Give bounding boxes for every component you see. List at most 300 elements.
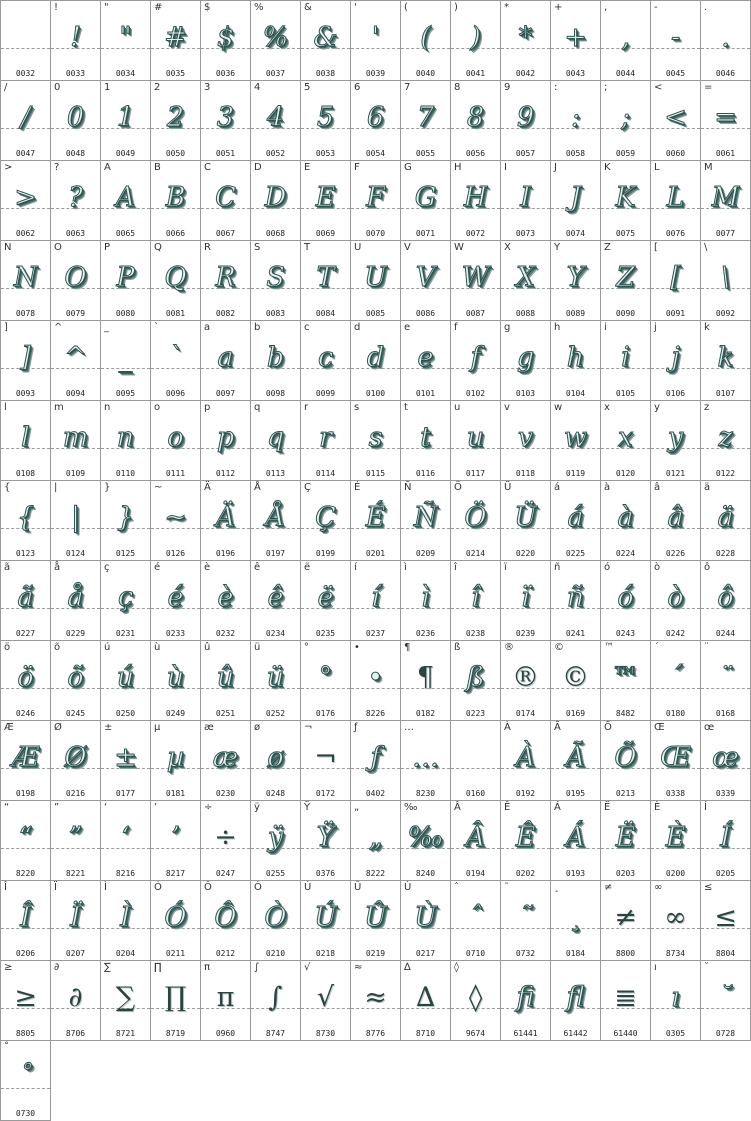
glyph-cell (451, 241, 501, 321)
glyph-cell (601, 881, 651, 961)
key-label: ≈ (354, 962, 363, 973)
glyph-sample: ≥ (14, 982, 37, 1013)
glyph-cell (151, 881, 201, 961)
glyph-cell (251, 401, 301, 481)
char-code: 0125 (115, 549, 136, 558)
glyph-cell (201, 641, 251, 721)
char-code: 0085 (365, 309, 386, 318)
char-code: 8734 (665, 949, 686, 958)
key-label: u (454, 402, 461, 413)
glyph-cell (101, 81, 151, 161)
glyph-cell (101, 641, 151, 721)
glyph-sample: 7 (416, 102, 435, 133)
key-label: „ (354, 802, 360, 813)
glyph-sample: ' (371, 22, 380, 53)
glyph-cell (151, 801, 201, 881)
glyph-cell (451, 721, 501, 801)
key-label: | (54, 482, 58, 493)
glyph-cell (151, 401, 201, 481)
key-label: # (154, 2, 163, 13)
key-label: ≥ (4, 962, 13, 973)
key-label: 2 (154, 82, 161, 93)
glyph-cell (551, 641, 601, 721)
char-code: 0176 (315, 709, 336, 718)
glyph-cell (701, 321, 751, 401)
glyph-sample: ˘ (718, 982, 733, 1013)
glyph-sample: 0 (66, 102, 85, 133)
glyph-cell (151, 961, 201, 1041)
glyph-sample: ù (166, 662, 185, 693)
glyph-cell (451, 401, 501, 481)
key-label: T (304, 242, 311, 253)
char-code: 0204 (115, 949, 136, 958)
char-code: 0194 (465, 869, 486, 878)
glyph-cell (351, 1, 401, 81)
char-code: 0072 (465, 229, 486, 238)
glyph-sample: ‰ (407, 822, 444, 853)
glyph-sample: > (14, 182, 37, 213)
glyph-cell (1, 1, 51, 81)
glyph-cell (251, 561, 301, 641)
char-code: 8226 (365, 709, 386, 718)
char-code: 0103 (515, 389, 536, 398)
char-code: 0042 (515, 69, 536, 78)
glyph-sample (1, 15, 50, 61)
key-label: . (704, 2, 708, 13)
glyph-sample: Ÿ (316, 822, 335, 853)
glyph-sample: , (621, 22, 630, 53)
glyph-cell (501, 81, 551, 161)
glyph-cell (701, 481, 751, 561)
glyph-cell (351, 641, 401, 721)
key-label: 8 (454, 82, 461, 93)
glyph-cell (601, 721, 651, 801)
glyph-cell (651, 561, 701, 641)
glyph-sample: Q (164, 262, 187, 293)
key-label: ü (254, 642, 261, 653)
glyph-cell (51, 561, 101, 641)
char-code: 0067 (215, 229, 236, 238)
glyph-cell (551, 961, 601, 1041)
char-code: 0036 (215, 69, 236, 78)
glyph-sample: h (566, 342, 585, 373)
glyph-cell (201, 1, 251, 81)
key-label: t (404, 402, 408, 413)
char-code: 0199 (315, 549, 336, 558)
glyph-sample: Ë (615, 822, 636, 853)
glyph-cell (51, 961, 101, 1041)
glyph-sample: π (216, 982, 235, 1013)
glyph-sample: Ô (214, 902, 237, 933)
key-label: ’ (154, 802, 158, 813)
glyph-cell (451, 481, 501, 561)
char-code: 0249 (165, 709, 186, 718)
glyph-cell (1, 401, 51, 481)
key-label: Å (254, 482, 261, 493)
key-label: ì (404, 562, 407, 573)
char-code: 0057 (515, 149, 536, 158)
char-code: 0250 (115, 709, 136, 718)
glyph-cell (651, 241, 701, 321)
glyph-cell (701, 721, 751, 801)
char-code: 0043 (565, 69, 586, 78)
glyph-sample: ã (17, 582, 34, 613)
glyph-sample: Á (565, 822, 586, 853)
char-code: 0232 (215, 629, 236, 638)
glyph-sample: p (216, 422, 235, 453)
key-label: ò (654, 562, 661, 573)
key-label: “ (4, 802, 10, 813)
char-code: 0077 (715, 229, 736, 238)
glyph-sample: Â (465, 822, 486, 853)
glyph-sample: ) (470, 22, 481, 53)
glyph-sample: â (667, 502, 684, 533)
key-label: ] (4, 322, 8, 333)
glyph-sample: ß (466, 662, 485, 693)
glyph-sample: É (365, 502, 386, 533)
key-label: h (554, 322, 561, 333)
key-label: { (4, 482, 11, 493)
key-label: Ç (304, 482, 311, 493)
key-label: ® (504, 642, 514, 653)
char-code: 0227 (15, 629, 36, 638)
key-label: è (204, 562, 211, 573)
glyph-sample: ë (317, 582, 334, 613)
char-code: 8730 (315, 1029, 336, 1038)
char-code: 0339 (715, 789, 736, 798)
char-code: 0070 (365, 229, 386, 238)
glyph-cell (351, 961, 401, 1041)
key-label: d (354, 322, 361, 333)
key-label: ~ (154, 482, 163, 493)
glyph-cell (401, 241, 451, 321)
char-code: 0084 (315, 309, 336, 318)
glyph-sample: á (567, 502, 584, 533)
key-label: √ (304, 962, 311, 973)
char-code: 0062 (15, 229, 36, 238)
glyph-sample: ≈ (364, 982, 387, 1013)
glyph-sample: ^ (64, 342, 87, 373)
glyph-sample: ä (717, 502, 734, 533)
glyph-sample: ƒ (370, 742, 381, 773)
char-code: 0089 (565, 309, 586, 318)
glyph-sample: å (67, 582, 84, 613)
char-code: 0075 (615, 229, 636, 238)
glyph-cell (451, 561, 501, 641)
glyph-sample: S (266, 262, 285, 293)
char-code: 0209 (415, 549, 436, 558)
char-code: 0078 (15, 309, 36, 318)
char-code: 0116 (415, 469, 436, 478)
key-label: B (154, 162, 161, 173)
glyph-sample: k (717, 342, 734, 373)
glyph-cell (451, 1, 501, 81)
char-code: 0205 (715, 869, 736, 878)
glyph-cell (301, 81, 351, 161)
glyph-sample: À (515, 742, 536, 773)
glyph-cell (301, 641, 351, 721)
glyph-sample: Ø (64, 742, 87, 773)
char-code: 8220 (15, 869, 36, 878)
key-label: z (704, 402, 710, 413)
key-label: ∂ (54, 962, 60, 973)
char-code: 0181 (165, 789, 186, 798)
glyph-cell (51, 401, 101, 481)
char-code: 0252 (265, 709, 286, 718)
char-code: 0196 (215, 549, 236, 558)
char-code: 8482 (615, 709, 636, 718)
glyph-sample: û (216, 662, 235, 693)
key-label: / (4, 82, 8, 93)
char-code: 0123 (15, 549, 36, 558)
glyph-cell (351, 401, 401, 481)
glyph-sample: Ù (414, 902, 437, 933)
key-label: X (504, 242, 511, 253)
glyph-sample: G (414, 182, 437, 213)
glyph-cell (551, 81, 601, 161)
glyph-cell (651, 881, 701, 961)
char-code: 0091 (665, 309, 686, 318)
glyph-sample: ’ (171, 822, 180, 853)
char-code: 0216 (65, 789, 86, 798)
glyph-sample: Ç (315, 502, 336, 533)
glyph-cell (601, 401, 651, 481)
key-label: ` (154, 322, 159, 333)
glyph-sample: N (13, 262, 38, 293)
char-code: 0098 (265, 389, 286, 398)
glyph-sample: ∞ (664, 902, 687, 933)
glyph-cell (451, 161, 501, 241)
key-label: 0 (54, 82, 61, 93)
char-code: 0730 (15, 1109, 36, 1118)
key-label: õ (54, 642, 61, 653)
glyph-cell (551, 561, 601, 641)
char-code: 0255 (265, 869, 286, 878)
char-code: 0180 (665, 709, 686, 718)
key-label: ) (454, 2, 458, 13)
key-label: R (204, 242, 211, 253)
char-code: 0093 (15, 389, 36, 398)
key-label: Õ (604, 722, 612, 733)
glyph-cell (701, 961, 751, 1041)
glyph-sample: ≣ (614, 982, 637, 1013)
key-label: ∞ (654, 882, 663, 893)
key-label: W (454, 242, 464, 253)
glyph-cell (101, 241, 151, 321)
glyph-sample: 3 (216, 102, 235, 133)
key-label: D (254, 162, 262, 173)
glyph-sample: … (412, 742, 439, 773)
glyph-cell (551, 401, 601, 481)
glyph-sample: ü (266, 662, 285, 693)
char-code: 0728 (715, 1029, 736, 1038)
char-code: 0184 (565, 949, 586, 958)
glyph-sample: ” (68, 822, 83, 853)
glyph-sample: ´ (668, 662, 683, 693)
glyph-sample: { (16, 502, 35, 533)
char-code: 0195 (565, 789, 586, 798)
glyph-cell (201, 81, 251, 161)
glyph-cell (651, 401, 701, 481)
glyph-sample: Ã (565, 742, 586, 773)
key-label: l (4, 402, 7, 413)
key-label: O (54, 242, 62, 253)
char-code: 61440 (613, 1029, 638, 1038)
glyph-sample: ì (421, 582, 430, 613)
key-label: Z (604, 242, 611, 253)
key-label: m (54, 402, 64, 413)
glyph-sample: J (570, 182, 581, 213)
key-label: í (354, 562, 357, 573)
char-code: 0040 (415, 69, 436, 78)
char-code: 0230 (215, 789, 236, 798)
glyph-sample: r (319, 422, 332, 453)
char-code: 0960 (215, 1029, 236, 1038)
glyph-cell (551, 241, 601, 321)
glyph-cell (551, 321, 601, 401)
glyph-sample: u (466, 422, 485, 453)
glyph-cell (201, 481, 251, 561)
char-code: 0169 (565, 709, 586, 718)
char-code: 0060 (665, 149, 686, 158)
glyph-sample: ç (117, 582, 134, 613)
char-code: 0065 (115, 229, 136, 238)
key-label: I (504, 162, 507, 173)
glyph-cell (701, 401, 751, 481)
char-code: 0110 (115, 469, 136, 478)
glyph-cell (251, 321, 301, 401)
char-code: 0052 (265, 149, 286, 158)
glyph-cell (501, 801, 551, 881)
glyph-sample: 5 (316, 102, 335, 133)
key-label: Ÿ (304, 802, 311, 813)
glyph-cell (601, 161, 651, 241)
glyph-cell (701, 161, 751, 241)
key-label: á (554, 482, 561, 493)
glyph-cell (401, 1, 451, 81)
char-code: 0080 (115, 309, 136, 318)
key-label: V (404, 242, 411, 253)
char-code: 8217 (165, 869, 186, 878)
char-code: 0105 (615, 389, 636, 398)
glyph-sample: Z (616, 262, 635, 293)
key-label: y (654, 402, 660, 413)
char-code: 8804 (715, 949, 736, 958)
glyph-sample: < (664, 102, 687, 133)
glyph-sample: ‘ (121, 822, 130, 853)
char-code: 0182 (415, 709, 436, 718)
glyph-cell (101, 401, 151, 481)
key-label: Ì (104, 882, 107, 893)
glyph-sample: y (667, 422, 684, 453)
key-label: ( (404, 2, 408, 13)
glyph-cell (301, 1, 351, 81)
glyph-sample: „ (368, 822, 383, 853)
char-code: 0118 (515, 469, 536, 478)
glyph-cell (201, 161, 251, 241)
char-code: 0223 (465, 709, 486, 718)
glyph-sample: = (714, 102, 737, 133)
glyph-sample: i (621, 342, 630, 373)
glyph-sample: Œ (660, 742, 691, 773)
glyph-sample: K (615, 182, 636, 213)
glyph-sample: O (64, 262, 87, 293)
glyph-sample: } (116, 502, 135, 533)
glyph-cell (51, 241, 101, 321)
char-code: 0228 (715, 549, 736, 558)
glyph-cell (1, 241, 51, 321)
glyph-sample: µ (166, 742, 185, 773)
glyph-cell (351, 561, 401, 641)
glyph-sample: _ (118, 342, 133, 373)
key-label: = (704, 82, 713, 93)
glyph-cell (401, 801, 451, 881)
key-label: ¸ (554, 882, 559, 893)
char-code: 0402 (365, 789, 386, 798)
glyph-sample: ™ (612, 662, 639, 693)
key-label: < (654, 82, 663, 93)
key-label: e (404, 322, 411, 333)
glyph-cell (151, 241, 201, 321)
glyph-sample: ! (70, 22, 81, 53)
glyph-sample: I (520, 182, 531, 213)
glyph-sample: $ (216, 22, 235, 53)
char-code: 0244 (715, 629, 736, 638)
glyph-cell (401, 721, 451, 801)
key-label: s (354, 402, 360, 413)
glyph-sample: : (570, 102, 581, 133)
glyph-cell (1, 721, 51, 801)
key-label: ´ (654, 642, 659, 653)
key-label: : (554, 82, 558, 93)
char-code: 61441 (513, 1029, 538, 1038)
char-code: 0220 (515, 549, 536, 558)
char-code: 0168 (715, 709, 736, 718)
char-code: 0126 (165, 549, 186, 558)
key-label: f (454, 322, 458, 333)
glyph-cell (101, 881, 151, 961)
glyph-sample: ˜ (518, 902, 533, 933)
glyph-cell (451, 881, 501, 961)
glyph-sample: ∑ (115, 982, 136, 1013)
glyph-cell (251, 241, 301, 321)
glyph-cell (101, 161, 151, 241)
key-label: Œ (654, 722, 665, 733)
key-label: 1 (104, 82, 111, 93)
key-label: î (454, 562, 457, 573)
key-label: b (254, 322, 261, 333)
key-label: ñ (554, 562, 561, 573)
glyph-cell (501, 1, 551, 81)
glyph-sample: Û (364, 902, 387, 933)
glyph-sample: M (711, 182, 740, 213)
glyph-sample: ≤ (714, 902, 737, 933)
key-label: ÷ (204, 802, 213, 813)
char-code: 0115 (365, 469, 386, 478)
glyph-cell (251, 881, 301, 961)
glyph-sample (451, 735, 500, 781)
char-code: 8222 (365, 869, 386, 878)
glyph-sample: 6 (366, 102, 385, 133)
char-code: 0193 (565, 869, 586, 878)
glyph-sample: 9 (516, 102, 535, 133)
glyph-cell (1, 561, 51, 641)
char-code: 0109 (65, 469, 86, 478)
char-code: 0082 (215, 309, 236, 318)
key-label: ; (604, 82, 608, 93)
char-code: 0095 (115, 389, 136, 398)
key-label: ß (454, 642, 461, 653)
